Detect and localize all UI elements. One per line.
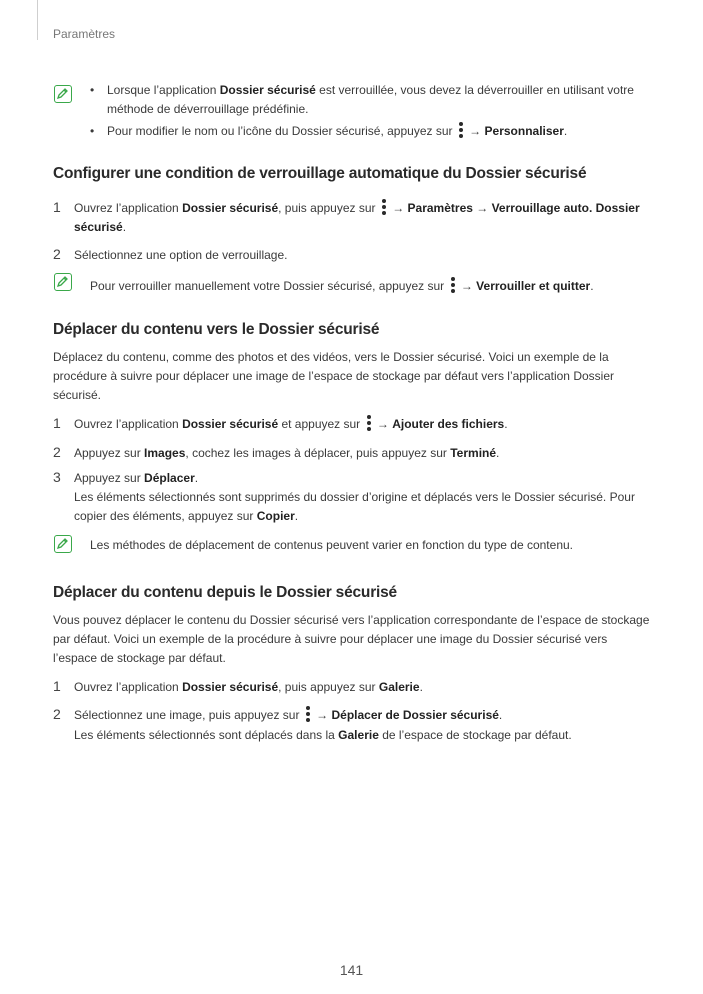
note-bullet-2: Pour modifier le nom ou l’icône du Dossier sécurisé, appuyez sur → Personnaliser. — [107, 124, 568, 138]
note-text: Pour verrouiller manuellement votre Dossier sécurisé, appuyez sur → Verrouiller et quitter. — [90, 279, 594, 293]
header-divider — [37, 0, 38, 40]
note-text: Les méthodes de déplacement de contenus peuvent varier en fonction du type de contenu. — [90, 538, 573, 552]
page-header: Paramètres — [53, 27, 116, 41]
step-number: 1 — [53, 678, 61, 694]
step-number: 1 — [53, 415, 61, 431]
more-options-icon — [366, 415, 372, 432]
note-pencil-icon — [54, 535, 72, 553]
more-options-icon — [458, 122, 464, 139]
step-text: Ouvrez l’application Dossier sécurisé et appuyez sur → Ajouter des fichiers. — [74, 417, 508, 431]
step-text: Appuyez sur Déplacer. — [74, 471, 199, 485]
section-title-move-to: Déplacer du contenu vers le Dossier sécurisé — [53, 321, 380, 338]
more-options-icon — [305, 706, 311, 723]
section-intro: Déplacez du contenu, comme des photos et des vidéos, vers le Dossier sécurisé. Voici un exemple de la procédure à suivre pour déplacer une image de l’espace de stockage par défaut vers l’application Dossier sécurisé. — [53, 350, 614, 402]
section-title-move-from: Déplacer du contenu depuis le Dossier sécurisé — [53, 584, 397, 601]
bullet-2: • — [90, 124, 95, 138]
more-options-icon — [381, 199, 387, 216]
step-text: Sélectionnez une option de verrouillage. — [74, 248, 288, 262]
section-title-auto-lock: Configurer une condition de verrouillage automatique du Dossier sécurisé — [53, 165, 587, 182]
more-options-icon — [450, 277, 456, 294]
step-description: Les éléments sélectionnés sont supprimés du dossier d’origine et déplacés vers le Dossier sécurisé. Pour copier des éléments, appuyez sur Copier. — [74, 490, 635, 523]
step-number: 3 — [53, 469, 61, 485]
step-number: 2 — [53, 444, 61, 460]
section-intro: Vous pouvez déplacer le contenu du Dossier sécurisé vers l’application correspondante de l’espace de stockage par défaut. Voici un exemple de la procédure à suivre pour déplacer une image du Dossier sécurisé vers l’espace de stockage par défaut. — [53, 613, 650, 665]
step-text: Appuyez sur Images, cochez les images à déplacer, puis appuyez sur Terminé. — [74, 446, 500, 460]
step-text: Ouvrez l’application Dossier sécurisé, puis appuyez sur → Paramètres → Verrouillage auto. Dossier sécurisé. — [74, 201, 640, 234]
note-pencil-icon — [54, 273, 72, 291]
step-description: Les éléments sélectionnés sont déplacés dans la Galerie de l’espace de stockage par défaut. — [74, 728, 572, 742]
step-number: 2 — [53, 706, 61, 722]
step-number: 1 — [53, 199, 61, 215]
step-text: Sélectionnez une image, puis appuyez sur → Déplacer de Dossier sécurisé. — [74, 708, 503, 722]
note-bullet-1: Lorsque l’application Dossier sécurisé est verrouillée, vous devez la déverrouiller en utilisant votre méthode de déverrouillage prédéfinie. — [107, 83, 634, 116]
page-number: 141 — [339, 962, 364, 978]
bullet-1: • — [90, 83, 95, 97]
note-pencil-icon — [54, 85, 72, 103]
step-text: Ouvrez l’application Dossier sécurisé, puis appuyez sur Galerie. — [74, 680, 423, 694]
step-number: 2 — [53, 246, 61, 262]
